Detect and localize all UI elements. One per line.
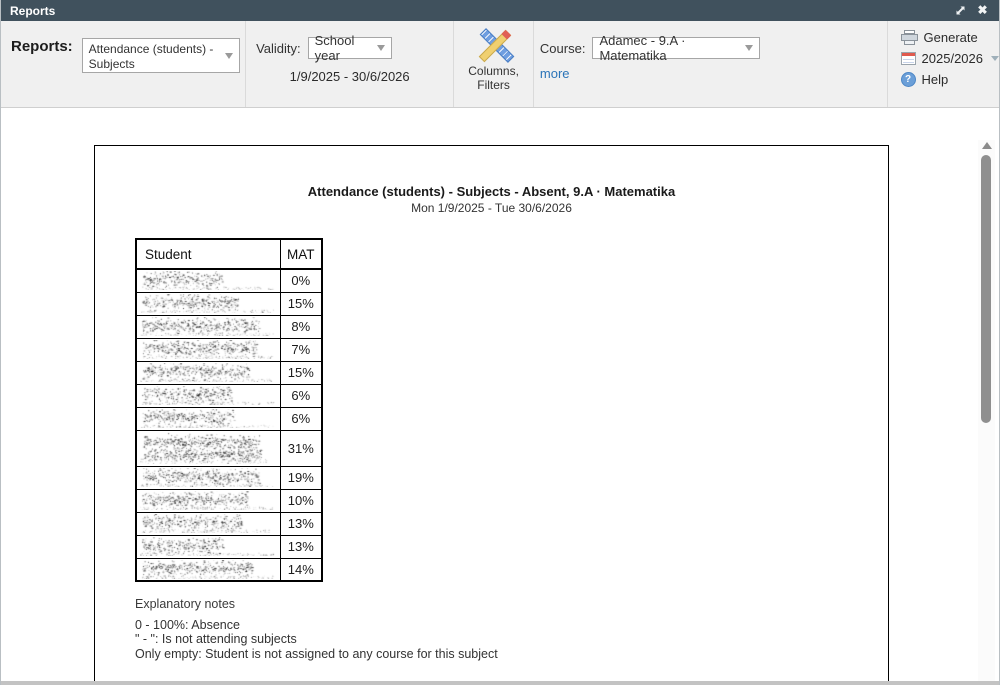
help-icon: ? xyxy=(901,72,916,87)
generate-button[interactable] xyxy=(901,30,999,45)
redacted-name-scribble xyxy=(140,409,276,428)
report-type-dropdown[interactable] xyxy=(82,38,240,73)
table-row xyxy=(136,558,322,581)
attendance-percent: 19% xyxy=(280,466,322,489)
attendance-percent: 7% xyxy=(280,338,322,361)
toolbar xyxy=(1,21,999,108)
school-year-label: 2025/2026 xyxy=(921,51,983,66)
student-name-redacted xyxy=(136,315,280,338)
scroll-up-arrow-icon[interactable] xyxy=(982,142,992,149)
redacted-name-scribble xyxy=(140,363,276,382)
table-row xyxy=(136,489,322,512)
generate-label: Generate xyxy=(923,30,978,45)
report-table-body xyxy=(136,269,322,581)
note-line: Only empty: Student is not assigned to any course for this subject xyxy=(135,646,498,661)
window-title: Reports xyxy=(10,3,56,18)
redacted-name-scribble xyxy=(140,294,276,313)
attendance-percent: 15% xyxy=(280,292,322,315)
student-name-redacted xyxy=(136,338,280,361)
columns-filters-label: Columns, Filters xyxy=(468,64,519,92)
more-link[interactable]: more xyxy=(539,66,570,81)
redacted-name-scribble xyxy=(140,317,276,336)
attendance-percent: 10% xyxy=(280,489,322,512)
column-header-mat: MAT xyxy=(280,239,322,269)
course-dropdown[interactable] xyxy=(592,33,760,63)
expand-icon[interactable] xyxy=(954,4,967,17)
table-row xyxy=(136,384,322,407)
redacted-name-scribble xyxy=(140,537,276,556)
table-row xyxy=(136,430,322,466)
redacted-name-scribble xyxy=(140,491,276,510)
student-name-redacted xyxy=(136,489,280,512)
report-type-value: Attendance (students) - Subjects xyxy=(88,42,214,71)
table-row xyxy=(136,315,322,338)
columns-filters-button[interactable] xyxy=(454,21,534,107)
toolbar-section-actions xyxy=(888,21,999,107)
redacted-name-scribble xyxy=(140,560,276,579)
help-label: Help xyxy=(921,72,949,87)
report-subtitle: Mon 1/9/2025 - Tue 30/6/2026 xyxy=(411,201,572,215)
attendance-percent: 0% xyxy=(280,269,322,292)
table-row xyxy=(136,407,322,430)
note-line: " - ": Is not attending subjects xyxy=(135,632,297,647)
reports-label: Reports: xyxy=(11,38,73,55)
table-row xyxy=(136,292,322,315)
table-header-row xyxy=(136,239,322,269)
explanatory-notes xyxy=(135,597,888,661)
student-name-redacted xyxy=(136,466,280,489)
report-title: Attendance (students) - Subjects - Absent, 9.A · Matematika xyxy=(307,184,676,199)
window-titlebar xyxy=(1,0,999,21)
redacted-name-scribble xyxy=(140,468,276,487)
student-name-redacted xyxy=(136,269,280,292)
course-label: Course: xyxy=(539,40,586,56)
student-name-redacted xyxy=(136,361,280,384)
pencil-ruler-icon xyxy=(476,28,512,62)
school-year-selector[interactable] xyxy=(901,51,999,66)
printer-icon xyxy=(901,30,918,45)
scrollbar-thumb[interactable] xyxy=(981,155,991,423)
toolbar-section-course xyxy=(534,21,888,107)
table-row xyxy=(136,269,322,292)
chevron-down-icon xyxy=(991,56,999,61)
course-value: Adamec - 9.A · Matematika xyxy=(599,33,686,63)
chevron-down-icon xyxy=(745,45,753,51)
student-name-redacted xyxy=(136,292,280,315)
student-name-redacted xyxy=(136,512,280,535)
notes-heading: Explanatory notes xyxy=(135,597,236,611)
table-row xyxy=(136,466,322,489)
student-name-redacted xyxy=(136,407,280,430)
redacted-name-scribble xyxy=(140,340,276,359)
table-row xyxy=(136,361,322,384)
column-header-student: Student xyxy=(136,239,280,269)
attendance-percent: 15% xyxy=(280,361,322,384)
validity-date-range: 1/9/2025 - 30/6/2026 xyxy=(289,69,410,84)
student-name-redacted xyxy=(136,430,280,466)
redacted-name-scribble xyxy=(140,271,276,290)
table-row xyxy=(136,535,322,558)
window-bottom-edge xyxy=(1,681,999,685)
student-name-redacted xyxy=(136,384,280,407)
report-viewer xyxy=(2,108,998,681)
close-icon[interactable]: ✖ xyxy=(977,3,988,17)
student-name-redacted xyxy=(136,535,280,558)
validity-value: School year xyxy=(314,33,355,63)
attendance-percent: 13% xyxy=(280,512,322,535)
calendar-icon xyxy=(901,52,916,65)
toolbar-section-reports xyxy=(1,21,246,107)
vertical-scrollbar xyxy=(978,140,995,683)
attendance-percent: 8% xyxy=(280,315,322,338)
titlebar-icons xyxy=(954,4,999,17)
attendance-percent: 31% xyxy=(280,430,322,466)
validity-label: Validity: xyxy=(256,40,301,56)
toolbar-section-validity xyxy=(246,21,454,107)
table-row xyxy=(136,512,322,535)
attendance-percent: 6% xyxy=(280,407,322,430)
redacted-name-scribble xyxy=(140,514,276,533)
redacted-name-scribble xyxy=(140,386,276,405)
note-line: 0 - 100%: Absence xyxy=(135,618,240,632)
validity-dropdown[interactable] xyxy=(308,33,392,63)
attendance-percent: 13% xyxy=(280,535,322,558)
chevron-down-icon xyxy=(225,53,233,59)
attendance-percent: 6% xyxy=(280,384,322,407)
chevron-down-icon xyxy=(377,45,385,51)
attendance-percent: 14% xyxy=(280,558,322,581)
attendance-table xyxy=(135,238,323,582)
help-button[interactable] xyxy=(901,72,999,87)
student-name-redacted xyxy=(136,558,280,581)
report-page xyxy=(94,145,889,685)
redacted-name-scribble xyxy=(140,432,276,464)
table-row xyxy=(136,338,322,361)
